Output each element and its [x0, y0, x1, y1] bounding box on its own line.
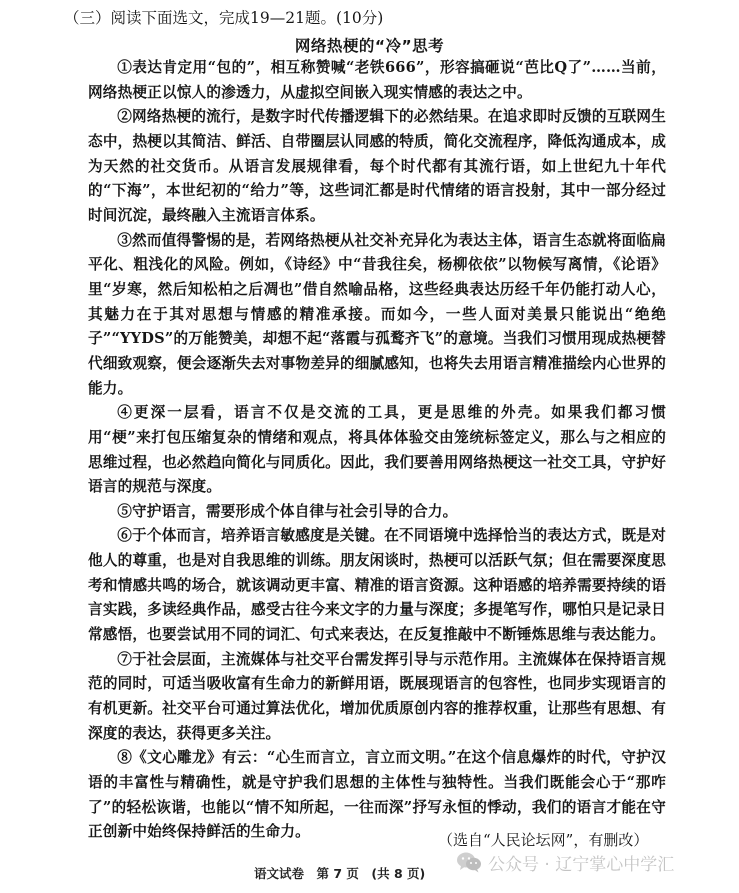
section-heading: （三）阅读下面选文，完成19—21题。(10分) [64, 9, 384, 27]
paragraph-8: ⑧《文心雕龙》有云：“心生而言立，言立而文明。”在这个信息爆炸的时代，守护汉语的丰富性与精确性，就是守护我们思想的主体性与独特性。当我们既能会心于“那咋了”的轻松诙谐，也能以“情不知所起，一往而深”抒写永恒的悸动，我们的语言才能在守正创新中始终保持鲜活的生命力。 [88, 749, 666, 841]
paragraph-6: ⑥于个体而言，培养语言敏感度是关键。在不同语境中选择恰当的表达方式，既是对他人的尊重，也是对自我思维的训练。朋友闲谈时，热梗可以活跃气氛；但在需要深度思考和情感共鸣的场合，就该调动更丰富、精准的语言资源。这种语感的培养需要持续的语言实践，多读经典作品，感受古往今来文字的力量与深度；多提笔写作，哪怕只是记录日常感悟，也要尝试用不同的词汇、句式来表达，在反复推敲中不断锤炼思维与表达能力。 [88, 527, 666, 644]
wechat-icon [456, 851, 482, 873]
paragraph-7: ⑦于社会层面，主流媒体与社交平台需发挥引导与示范作用。主流媒体在保持语言规范的同时，可适当吸收富有生命力的新鲜用语，既展现语言的包容性，也同步实现语言的有机更新。社交平台可通过算法优化，增加优质原创内容的推荐权重，让那些有思想、有深度的表达，获得更多关注。 [88, 650, 666, 742]
page-footer: 语文试卷 第 7 页 (共 8 页) [254, 866, 426, 881]
article-body [88, 56, 666, 845]
watermark-text: 公众号 · 辽宁掌心中学汇 [488, 854, 675, 875]
paragraph-1: ①表达肯定用“包的”，相互称赞喊“老铁666”，形容搞砸说“芭比Q了”……当前，网络热梗正以惊人的渗透力，从虚拟空间嵌入现实情感的表达之中。 [88, 59, 666, 101]
paragraph-5: ⑤守护语言，需要形成个体自律与社会引导的合力。 [117, 502, 458, 520]
paragraph-2: ②网络热梗的流行，是数字时代传播逻辑下的必然结果。在追求即时反馈的互联网生态中，热梗以其简洁、鲜活、自带圈层认同感的特质，简化交流程序，降低沟通成本，成为天然的社交货币。从语言发展规律看，每个时代都有其流行语，如上世纪九十年代的“下海”，本世纪初的“给力”等，这些词汇都是时代情绪的语言投射，其中一部分经过时间沉淀，最终融入主流语言体系。 [88, 108, 666, 224]
source-note: （选自“人民论坛网”，有删改） [438, 831, 649, 849]
paragraph-3: ③然而值得警惕的是，若网络热梗从社交补充异化为表达主体，语言生态就将面临扁平化、粗浅化的风险。例如，《诗经》中“昔我往矣，杨柳依依”以物候写离情，《论语》里“岁寒，然后知松柏之后凋也”借自然喻品格，这些经典表达历经千年仍能打动人心，其魅力在于其对思想与情感的精准承接。而如今，一些人面对美景只能说出“绝绝子”“YYDS”的万能赞美，却想不起“落霞与孤鹜齐飞”的意境。当我们习惯用现成热梗替代细致观察，便会逐渐失去对事物差异的细腻感知，也将失去用语言精准描绘内心世界的能力。 [88, 231, 666, 397]
article-title: 网络热梗的“冷”思考 [294, 37, 445, 55]
paragraph-4: ④更深一层看，语言不仅是交流的工具，更是思维的外壳。如果我们都习惯用“梗”来打包压缩复杂的情绪和观点，将具体体验交由笼统标签定义，那么与之相应的思维过程，也必然趋向简化与同质化。因此，我们要善用网络热梗这一社交工具，守护好语言的规范与深度。 [88, 404, 666, 496]
watermark [456, 847, 674, 877]
